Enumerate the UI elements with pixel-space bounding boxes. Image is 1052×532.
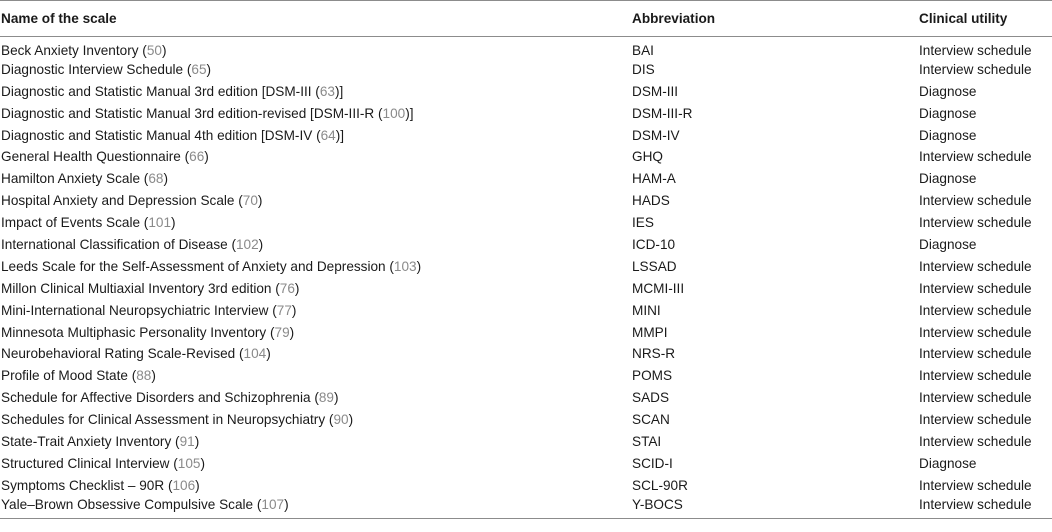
abbreviation-cell: POMS [632, 368, 673, 384]
clinical-utility-cell: Interview schedule [919, 433, 1032, 449]
scale-name-cell [0, 190, 631, 212]
scale-name: Mini-International Neuropsychiatric Interview ( [1, 302, 277, 318]
reference-link[interactable]: 100 [382, 105, 406, 121]
table-row [0, 255, 1052, 277]
clinical-utility-cell: Interview schedule [919, 368, 1032, 384]
clinical-utility-cell: Interview schedule [918, 496, 1052, 518]
clinical-utility-cell: Diagnose [919, 236, 977, 252]
clinical-utility-cell: Diagnose [919, 171, 977, 187]
scale-name-cell [0, 321, 631, 343]
reference-link[interactable]: 70 [242, 193, 258, 209]
scale-name: Schedules for Clinical Assessment in Neuropsychiatry ( [1, 412, 334, 428]
clinical-utility-cell: Interview schedule [919, 280, 1032, 296]
scale-name: Beck Anxiety Inventory ( [1, 43, 147, 59]
table-row [0, 58, 1052, 80]
scale-name-cell [0, 168, 631, 190]
reference-link[interactable]: 79 [274, 324, 290, 340]
scale-name: Structured Clinical Interview ( [1, 455, 178, 471]
reference-link[interactable]: 66 [189, 149, 205, 165]
table-row [0, 80, 1052, 102]
scale-name-close: ) [257, 193, 263, 209]
abbreviation-cell: DSM-III [632, 83, 679, 99]
abbreviation-cell: SADS [632, 390, 670, 406]
scale-name: Diagnostic and Statistic Manual 4th edition [DSM-IV ( [1, 127, 321, 143]
clinical-utility-cell: Interview schedule [919, 412, 1032, 428]
table-row [0, 234, 1052, 256]
scale-name-close: ) [266, 346, 271, 362]
scale-name: International Classification of Disease ( [1, 236, 236, 252]
reference-link[interactable]: 68 [148, 171, 164, 187]
scale-name-close: ) [204, 149, 209, 165]
abbreviation-cell: MMPI [632, 324, 668, 340]
table-row [0, 37, 1052, 59]
scale-name: Diagnostic and Statistic Manual 3rd edition-revised [DSM-III-R ( [1, 105, 383, 121]
table-body [0, 37, 1052, 519]
scale-name-close: ) [200, 455, 205, 471]
scale-name: Impact of Events Scale ( [1, 215, 149, 231]
scale-name-close: ) [291, 302, 297, 318]
reference-link[interactable]: 106 [172, 477, 196, 493]
scale-name-close: ) [348, 412, 354, 428]
scale-name-cell [0, 80, 631, 102]
abbreviation-cell: SCAN [632, 412, 670, 428]
reference-link[interactable]: 76 [279, 280, 295, 296]
scale-name-cell [0, 452, 631, 474]
table-row [0, 387, 1052, 409]
reference-link[interactable]: 89 [318, 390, 334, 406]
reference-link[interactable]: 102 [235, 236, 259, 252]
abbreviation-cell: SCID-I [632, 455, 673, 471]
scale-name-close: )] [334, 83, 344, 99]
scale-name-close: ) [294, 280, 300, 296]
scale-name: Diagnostic and Statistic Manual 3rd edition [DSM-III ( [1, 83, 320, 99]
clinical-utility-cell: Diagnose [919, 83, 977, 99]
scale-name-cell [0, 212, 631, 234]
abbreviation-cell: HADS [632, 193, 670, 209]
abbreviation-cell: DSM-IV [632, 127, 680, 143]
clinical-utility-cell: Diagnose [919, 127, 977, 143]
scale-name-close: ) [206, 61, 212, 77]
scale-name: Symptoms Checklist – 90R ( [1, 477, 173, 493]
reference-link[interactable]: 103 [393, 258, 417, 274]
abbreviation-cell: STAI [632, 433, 662, 449]
clinical-utility-cell: Interview schedule [919, 149, 1032, 165]
reference-link[interactable]: 104 [243, 346, 267, 362]
clinical-utility-cell: Interview schedule [919, 302, 1032, 318]
scale-name: Schedule for Affective Disorders and Schizophrenia ( [1, 390, 319, 406]
abbreviation-cell: BAI [632, 43, 654, 59]
table-row [0, 299, 1052, 321]
table-row [0, 474, 1052, 496]
clinical-utility-cell: Interview schedule [919, 43, 1032, 59]
table-row [0, 321, 1052, 343]
scale-name-cell [0, 255, 631, 277]
scale-name-cell [0, 387, 631, 409]
reference-link[interactable]: 101 [148, 215, 172, 231]
reference-link[interactable]: 77 [276, 302, 292, 318]
abbreviation-cell: DSM-III-R [632, 105, 693, 121]
scale-name: Yale–Brown Obsessive Compulsive Scale ( [1, 497, 262, 513]
scale-name-cell [0, 431, 631, 453]
scale-name: State-Trait Anxiety Inventory ( [1, 433, 180, 449]
scale-name-close: ) [161, 43, 167, 59]
clinical-utility-cell: Interview schedule [919, 61, 1032, 77]
clinical-utility-cell: Diagnose [919, 105, 977, 121]
scale-name-close: ) [258, 236, 264, 252]
reference-link[interactable]: 50 [146, 43, 162, 59]
scale-name: Diagnostic Interview Schedule ( [1, 61, 192, 77]
scale-name-cell [0, 124, 631, 146]
abbreviation-cell: IES [632, 215, 654, 231]
scale-name-cell [0, 234, 631, 256]
header-clinical-utility: Clinical utility [918, 1, 1052, 37]
reference-link[interactable]: 107 [261, 497, 285, 513]
table-row [0, 365, 1052, 387]
scale-name: General Health Questionnaire ( [1, 149, 190, 165]
abbreviation-cell: LSSAD [632, 258, 677, 274]
reference-link[interactable]: 90 [333, 412, 349, 428]
scale-name-cell [0, 102, 631, 124]
clinical-utility-cell: Interview schedule [919, 390, 1032, 406]
scale-name-close: ) [195, 477, 200, 493]
reference-link[interactable]: 105 [177, 455, 201, 471]
header-name: Name of the scale [0, 1, 631, 37]
scale-name: Neurobehavioral Rating Scale-Revised ( [1, 346, 244, 362]
scale-name-close: )] [335, 127, 345, 143]
clinical-utility-cell: Interview schedule [919, 193, 1032, 209]
scale-name: Hamilton Anxiety Scale ( [1, 171, 149, 187]
reference-link[interactable]: 64 [320, 127, 336, 143]
abbreviation-cell: SCL-90R [632, 477, 688, 493]
scale-name: Minnesota Multiphasic Personality Inventory ( [1, 324, 275, 340]
abbreviation-cell: NRS-R [632, 346, 676, 362]
reference-link[interactable]: 65 [191, 61, 207, 77]
table-row [0, 496, 1052, 518]
scale-name-close: ) [289, 324, 295, 340]
clinical-utility-cell: Diagnose [919, 455, 977, 471]
table-row [0, 452, 1052, 474]
scale-name-cell [0, 277, 631, 299]
table-row [0, 431, 1052, 453]
scale-name-cell [0, 496, 631, 518]
table-row [0, 212, 1052, 234]
scale-name: Leeds Scale for the Self-Assessment of Anxiety and Depression ( [1, 258, 394, 274]
scale-name-cell [0, 146, 631, 168]
table-row [0, 190, 1052, 212]
scale-name-cell [0, 409, 631, 431]
scale-name-cell [0, 299, 631, 321]
scale-name-close: )] [405, 105, 414, 121]
table-row [0, 124, 1052, 146]
table-header [0, 1, 1052, 37]
table-row [0, 409, 1052, 431]
table-row [0, 146, 1052, 168]
scale-name-close: ) [163, 171, 168, 187]
reference-link[interactable]: 91 [179, 433, 195, 449]
scale-name: Profile of Mood State ( [1, 368, 137, 384]
scale-name-close: ) [194, 433, 200, 449]
scale-name-cell [0, 37, 631, 59]
table-row [0, 168, 1052, 190]
scale-name-close: ) [171, 215, 176, 231]
scale-name-cell [0, 58, 631, 80]
scale-name-close: ) [334, 390, 339, 406]
header-abbreviation: Abbreviation [631, 1, 918, 37]
scale-name: Millon Clinical Multiaxial Inventory 3rd edition ( [1, 280, 280, 296]
scale-name-cell [0, 365, 631, 387]
scale-name-cell [0, 343, 631, 365]
abbreviation-cell: DIS [632, 61, 655, 77]
scale-name-close: ) [151, 368, 156, 384]
clinical-utility-cell: Interview schedule [919, 346, 1032, 362]
scale-name-cell [0, 474, 631, 496]
scale-name-close: ) [284, 497, 289, 513]
abbreviation-cell: GHQ [632, 149, 663, 165]
table-row [0, 277, 1052, 299]
clinical-utility-cell: Interview schedule [919, 215, 1032, 231]
clinical-utility-cell: Interview schedule [919, 324, 1032, 340]
table-row [0, 102, 1052, 124]
abbreviation-cell: Y-BOCS [631, 496, 918, 518]
reference-link[interactable]: 63 [319, 83, 335, 99]
abbreviation-cell: MCMI-III [632, 280, 685, 296]
header-row [0, 1, 1052, 37]
abbreviation-cell: MINI [632, 302, 661, 318]
scale-name: Hospital Anxiety and Depression Scale ( [1, 193, 243, 209]
abbreviation-cell: ICD-10 [632, 236, 676, 252]
clinical-utility-cell: Interview schedule [919, 477, 1032, 493]
table-row [0, 343, 1052, 365]
abbreviation-cell: HAM-A [632, 171, 676, 187]
scale-name-close: ) [416, 258, 422, 274]
reference-link[interactable]: 88 [136, 368, 152, 384]
clinical-utility-cell: Interview schedule [919, 258, 1032, 274]
